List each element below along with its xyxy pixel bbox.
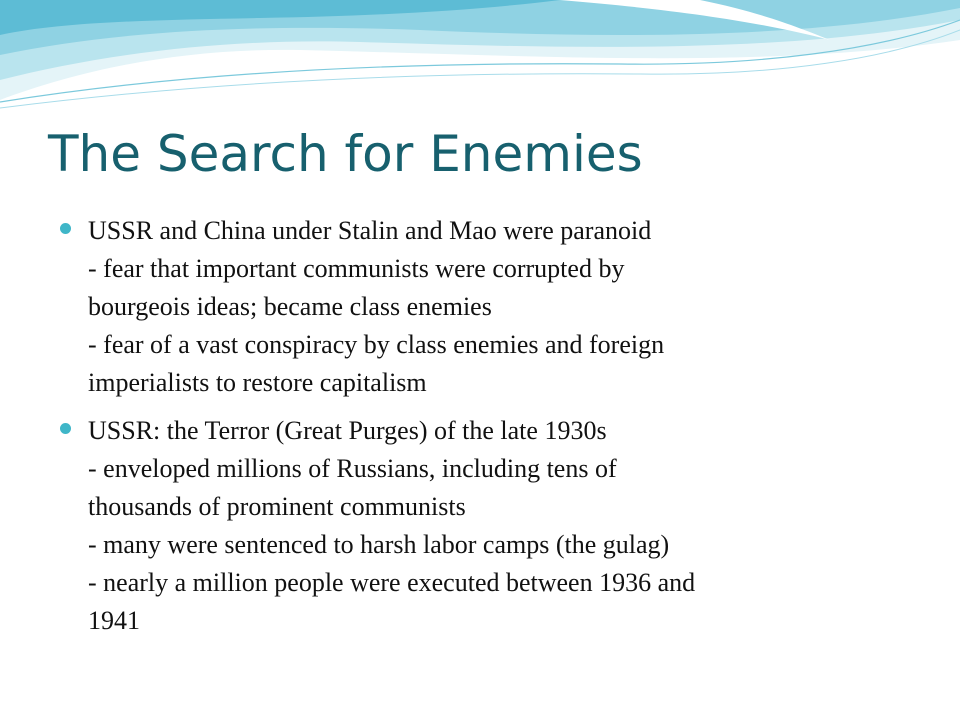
slide-title: The Search for Enemies (48, 125, 643, 183)
bullet-line: imperialists to restore capitalism (88, 368, 427, 397)
bullet-line: 1941 (88, 606, 140, 635)
bullet-line: - many were sentenced to harsh labor camps (the gulag) (88, 530, 670, 559)
bullet-item-great-purges (58, 412, 898, 640)
bullet-item-soviet-china-paranoia (58, 212, 898, 402)
bullet-line: - fear of a vast conspiracy by class enemies and foreign (88, 330, 665, 359)
bullet-line: - nearly a million people were executed between 1936 and (88, 568, 696, 597)
bullet-line: - fear that important communists were corrupted by (88, 254, 625, 283)
bullet-line: USSR: the Terror (Great Purges) of the late 1930s (88, 416, 607, 445)
bullet-list (58, 212, 898, 650)
bullet-line: USSR and China under Stalin and Mao were paranoid (88, 216, 652, 245)
decorative-wave-banner (0, 0, 960, 120)
bullet-line: bourgeois ideas; became class enemies (88, 292, 492, 321)
bullet-dot-icon (60, 223, 71, 234)
bullet-line: - enveloped millions of Russians, including tens of (88, 454, 617, 483)
bullet-dot-icon (60, 423, 71, 434)
bullet-line: thousands of prominent communists (88, 492, 466, 521)
